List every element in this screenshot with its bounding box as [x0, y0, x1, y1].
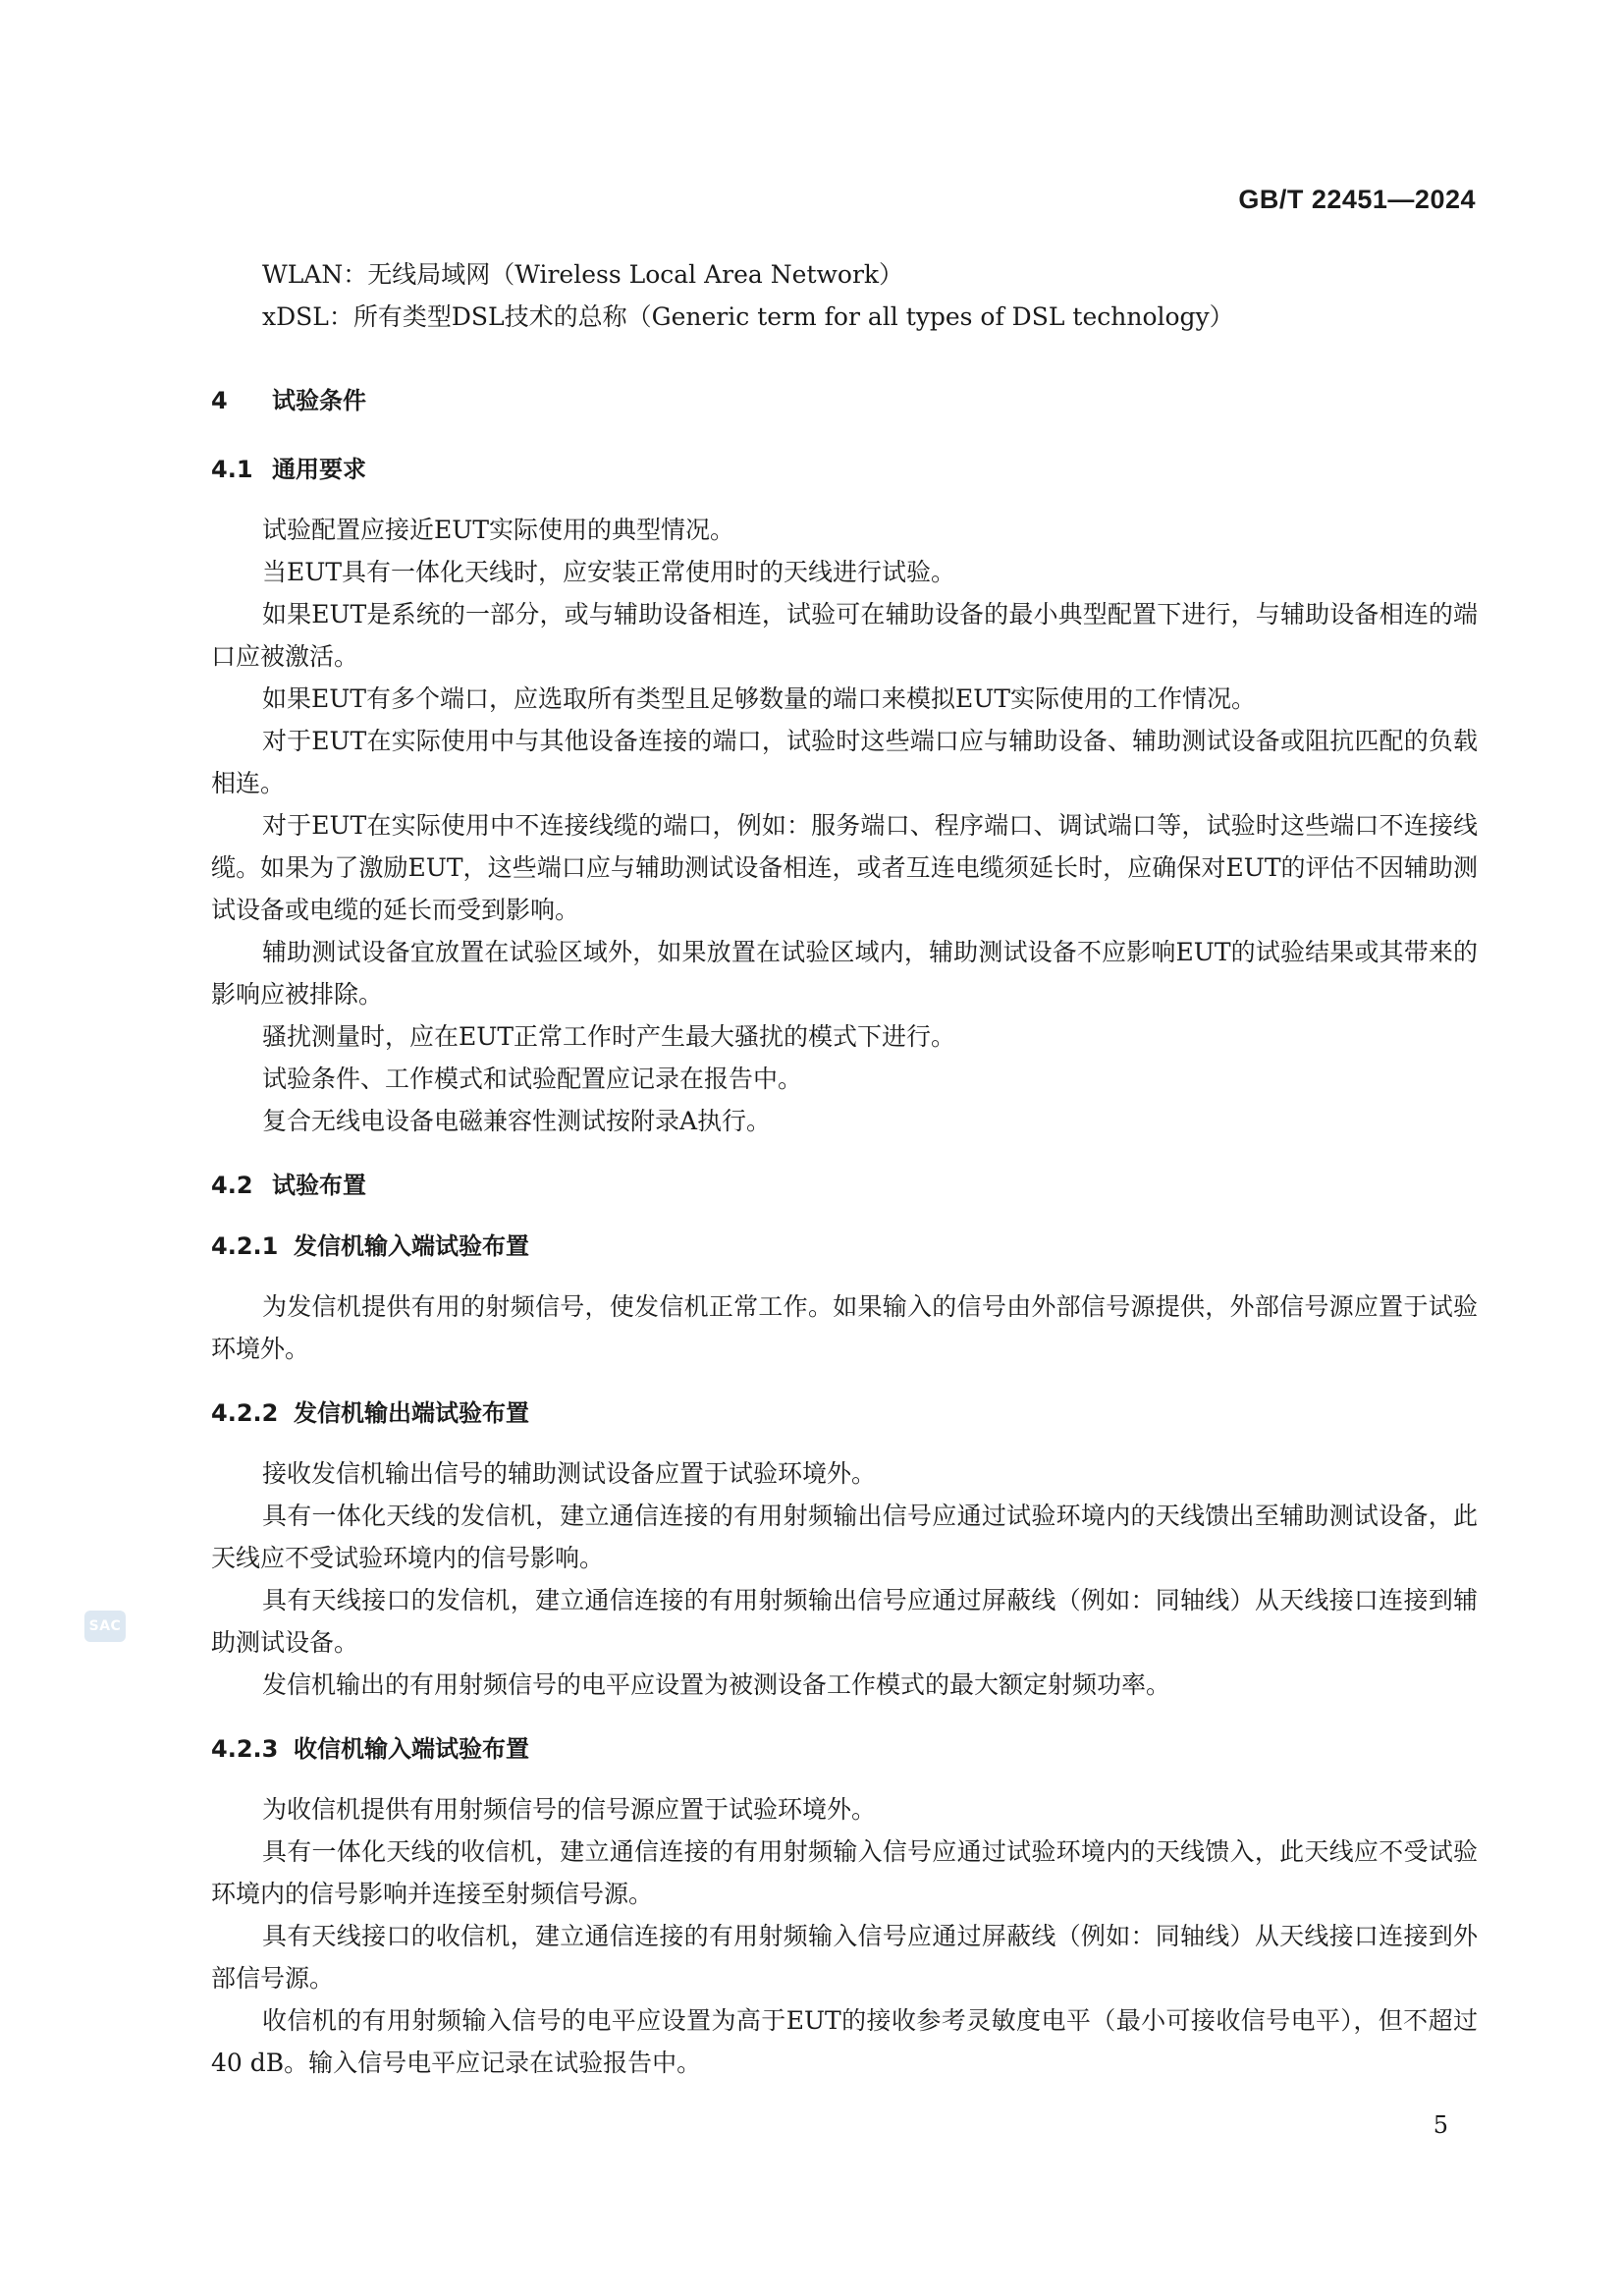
section-heading-4-2-3	[211, 1731, 1478, 1767]
paragraph: 发信机输出的有用射频信号的电平应设置为被测设备工作模式的最大额定射频功率。	[262, 1670, 1171, 1699]
paragraph: 试验配置应接近EUT实际使用的典型情况。	[262, 516, 734, 544]
abbreviation-xdsl: xDSL：所有类型DSL技术的总称（Generic term for all types of DSL technology）	[262, 302, 1234, 331]
paragraph: 接收发信机输出信号的辅助测试设备应置于试验环境外。	[262, 1459, 877, 1488]
paragraph: 辅助测试设备宜放置在试验区域外，如果放置在试验区域内，辅助测试设备不应影响EUT的试验结果或其带来的影响应被排除。	[211, 938, 1478, 1009]
paragraph: 如果EUT有多个端口，应选取所有类型且足够数量的端口来模拟EUT实际使用的工作情况。	[262, 684, 1256, 713]
paragraph: 收信机的有用射频输入信号的电平应设置为高于EUT的接收参考灵敏度电平（最小可接收信号电平），但不超过40 dB。输入信号电平应记录在试验报告中。	[211, 2006, 1478, 2077]
section-number: 4.2.1	[211, 1232, 279, 1260]
paragraph: 骚扰测量时，应在EUT正常工作时产生最大骚扰的模式下进行。	[262, 1022, 955, 1051]
paragraph: 对于EUT在实际使用中不连接线缆的端口，例如：服务端口、程序端口、调试端口等，试验时这些端口不连接线缆。如果为了激励EUT，这些端口应与辅助测试设备相连，或者互连电缆须延长时，应确保对EUT的评估不因辅助测试设备或电缆的延长而受到影响。	[211, 811, 1478, 924]
document-body	[211, 253, 1478, 2084]
page-number: 5	[1433, 2111, 1448, 2139]
section-heading-4-2-2	[211, 1395, 1478, 1431]
paragraph: 具有一体化天线的发信机，建立通信连接的有用射频输出信号应通过试验环境内的天线馈出至辅助测试设备，此天线应不受试验环境内的信号影响。	[211, 1502, 1478, 1572]
paragraph: 对于EUT在实际使用中与其他设备连接的端口，试验时这些端口应与辅助设备、辅助测试设备或阻抗匹配的负载相连。	[211, 727, 1478, 797]
paragraph: 具有天线接口的收信机，建立通信连接的有用射频输入信号应通过屏蔽线（例如：同轴线）从天线接口连接到外部信号源。	[211, 1922, 1478, 1993]
paragraph: 为发信机提供有用的射频信号，使发信机正常工作。如果输入的信号由外部信号源提供，外部信号源应置于试验环境外。	[211, 1292, 1478, 1363]
paragraph: 为收信机提供有用射频信号的信号源应置于试验环境外。	[262, 1795, 877, 1824]
section-title: 试验布置	[272, 1172, 366, 1199]
section-title: 发信机输入端试验布置	[294, 1232, 529, 1260]
sac-watermark-logo: SAC	[84, 1611, 126, 1642]
section-heading-4-2	[211, 1168, 1478, 1203]
section-number: 4	[211, 387, 228, 414]
paragraph: 具有一体化天线的收信机，建立通信连接的有用射频输入信号应通过试验环境内的天线馈入，此天线应不受试验环境内的信号影响并连接至射频信号源。	[211, 1837, 1478, 1908]
paragraph: 如果EUT是系统的一部分，或与辅助设备相连，试验可在辅助设备的最小典型配置下进行，与辅助设备相连的端口应被激活。	[211, 600, 1478, 671]
section-title: 通用要求	[272, 456, 366, 483]
section-number: 4.2	[211, 1172, 253, 1199]
section-heading-4-2-1	[211, 1229, 1478, 1264]
section-number: 4.1	[211, 456, 253, 483]
section-heading-4	[211, 383, 1478, 418]
section-heading-4-1	[211, 452, 1478, 487]
section-number: 4.2.2	[211, 1399, 279, 1427]
paragraph: 试验条件、工作模式和试验配置应记录在报告中。	[262, 1065, 803, 1093]
abbreviation-wlan: WLAN：无线局域网（Wireless Local Area Network）	[262, 260, 904, 289]
standard-number: GB/T 22451—2024	[1238, 185, 1476, 214]
section-title: 发信机输出端试验布置	[294, 1399, 529, 1427]
section-number: 4.2.3	[211, 1735, 279, 1763]
paragraph: 复合无线电设备电磁兼容性测试按附录A执行。	[262, 1107, 772, 1135]
section-title: 试验条件	[272, 387, 366, 414]
section-title: 收信机输入端试验布置	[294, 1735, 529, 1763]
paragraph: 当EUT具有一体化天线时，应安装正常使用时的天线进行试验。	[262, 558, 955, 586]
paragraph: 具有天线接口的发信机，建立通信连接的有用射频输出信号应通过屏蔽线（例如：同轴线）从天线接口连接到辅助测试设备。	[211, 1586, 1478, 1657]
